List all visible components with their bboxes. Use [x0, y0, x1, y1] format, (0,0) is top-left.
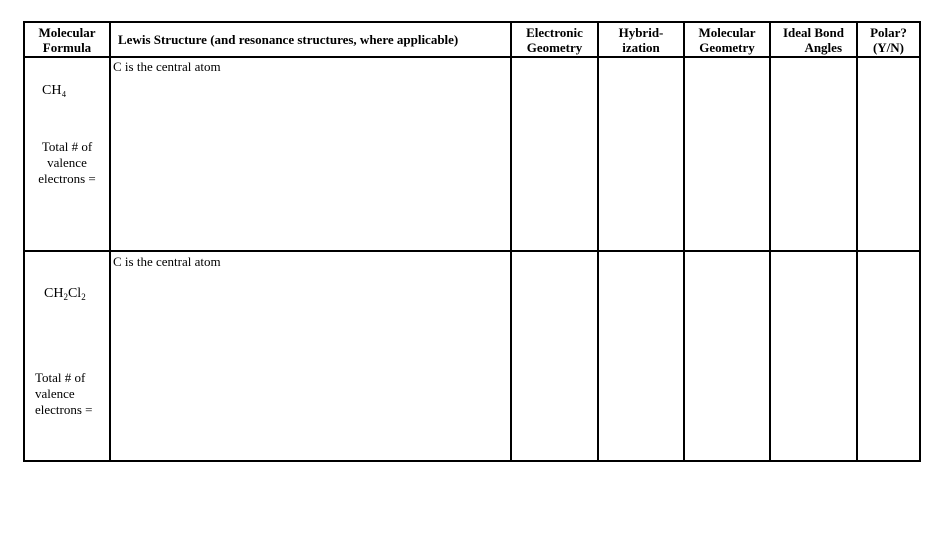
electronic-geometry-cell[interactable]	[511, 57, 598, 251]
molecular-formula-cell	[24, 251, 110, 461]
header-text: Hybrid-	[618, 24, 664, 40]
valence-electrons-label	[35, 370, 93, 418]
header-hybridization	[598, 22, 684, 57]
valence-text: valence	[47, 155, 87, 170]
valence-text: electrons =	[38, 171, 96, 186]
central-atom-note: C is the central atom	[113, 254, 221, 269]
formula-part: Cl	[67, 286, 82, 301]
header-text: (Y/N)	[872, 39, 905, 55]
header-text: Geometry	[526, 39, 583, 55]
header-molecular-geometry	[684, 22, 770, 57]
molecular-formula	[44, 286, 86, 302]
header-lewis-structure	[110, 22, 511, 57]
header-text: Angles	[804, 39, 842, 55]
header-text: Lewis Structure (and resonance structures, where applicable)	[118, 32, 459, 47]
header-text: Electronic	[526, 24, 583, 40]
valence-electrons-label	[35, 139, 99, 187]
polar-cell[interactable]	[857, 57, 920, 251]
valence-text: Total # of	[35, 370, 86, 385]
header-text: Geometry	[699, 39, 755, 55]
valence-text: valence	[35, 386, 75, 401]
hybridization-cell[interactable]	[598, 251, 684, 461]
molecular-geometry-cell[interactable]	[684, 57, 770, 251]
lewis-structure-cell[interactable]	[110, 57, 511, 251]
header-ideal-bond-angles	[770, 22, 857, 57]
header-molecular-formula	[24, 22, 110, 57]
header-row	[24, 22, 920, 57]
ideal-bond-angles-cell[interactable]	[770, 251, 857, 461]
table-row-ch2cl2	[24, 251, 920, 461]
formula-subscript: 2	[81, 292, 86, 302]
header-text: ization	[622, 39, 660, 55]
formula-subscript: 2	[63, 292, 68, 302]
header-text: Formula	[42, 39, 92, 55]
header-text: Ideal Bond	[782, 24, 845, 40]
header-electronic-geometry	[511, 22, 598, 57]
valence-text: electrons =	[35, 402, 93, 417]
lewis-structure-cell[interactable]	[110, 251, 511, 461]
header-text: Molecular	[38, 24, 96, 40]
electronic-geometry-cell[interactable]	[511, 251, 598, 461]
molecular-geometry-cell[interactable]	[684, 251, 770, 461]
molecular-formula-cell	[24, 57, 110, 251]
header-text: Polar?	[870, 24, 907, 40]
valence-text: Total # of	[41, 139, 93, 154]
ideal-bond-angles-cell[interactable]	[770, 57, 857, 251]
header-polar	[857, 22, 920, 57]
header-text: Molecular	[698, 24, 756, 40]
worksheet-table	[23, 21, 921, 462]
molecular-formula: CH₄	[42, 83, 67, 98]
hybridization-cell[interactable]	[598, 57, 684, 251]
formula-part: CH	[44, 286, 64, 301]
polar-cell[interactable]	[857, 251, 920, 461]
table-row-ch4	[24, 57, 920, 251]
central-atom-note: C is the central atom	[113, 59, 221, 74]
